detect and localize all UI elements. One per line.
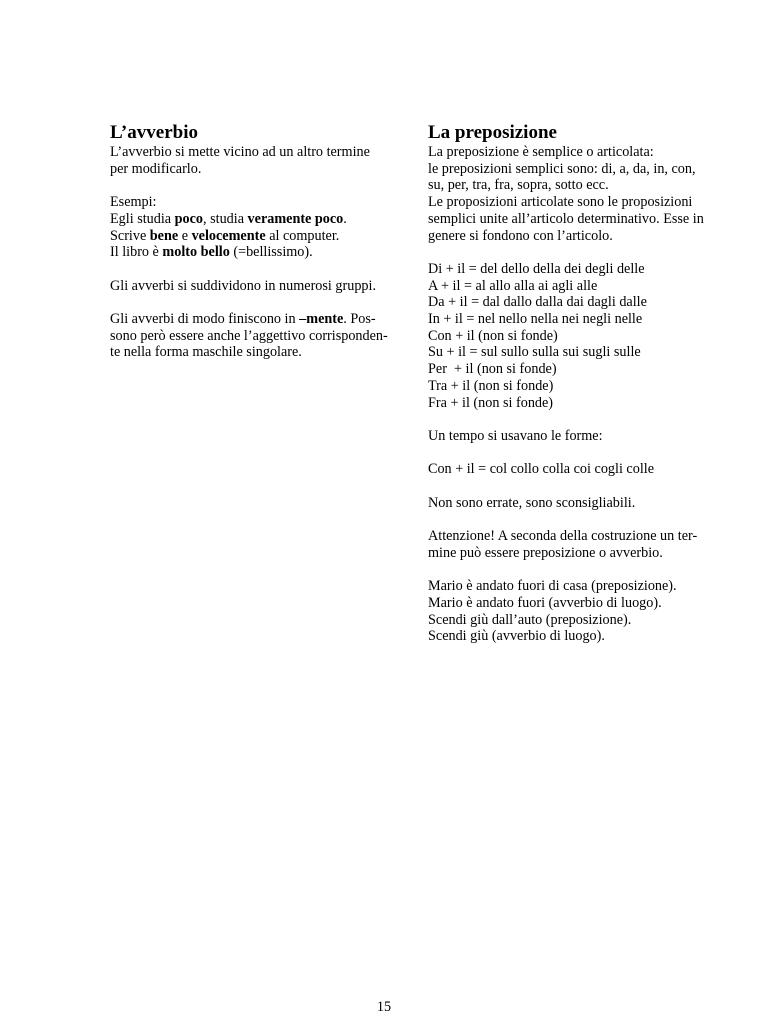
examples-label: Esempi: xyxy=(110,194,157,211)
combination-line: Di + il = del dello della dei degli delle xyxy=(428,260,645,277)
preposition-example-line: Mario è andato fuori (avverbio di luogo). xyxy=(428,594,662,611)
con-forms-line: Con + il = col collo colla coi cogli colle xyxy=(428,461,655,478)
adverb-column xyxy=(110,122,410,361)
attention-line: mine può essere preposizione o avverbio. xyxy=(428,544,663,561)
adverb-mode-line: te nella forma maschile singolare. xyxy=(110,344,302,361)
adverb-heading: L’avverbio xyxy=(110,122,198,143)
spacer xyxy=(428,511,733,528)
not-wrong-line: Non sono errate, sono sconsigliabili. xyxy=(428,494,636,511)
preposition-heading: La preposizione xyxy=(428,122,557,143)
combination-line: Per + il (non si fonde) xyxy=(428,361,557,378)
page-number: 15 xyxy=(376,999,392,1015)
example-line: Egli studia poco, studia veramente poco. xyxy=(110,210,347,227)
spacer xyxy=(110,294,410,311)
preposition-intro-line: le preposizioni semplici sono: di, a, da, in, con, xyxy=(428,160,696,177)
combination-line: Con + il (non si fonde) xyxy=(428,327,558,344)
preposition-intro-line: semplici unite all’articolo determinativo. Esse in xyxy=(428,210,704,227)
adverb-groups-line: Gli avverbi si suddividono in numerosi gruppi. xyxy=(110,277,376,294)
preposition-example-line: Scendi giù (avverbio di luogo). xyxy=(428,628,605,645)
example-line: Il libro è molto bello (=bellissimo). xyxy=(110,244,313,261)
adverb-intro-line: per modificarlo. xyxy=(110,160,202,177)
preposition-intro-line: La preposizione è semplice o articolata: xyxy=(428,144,654,160)
old-forms-line: Un tempo si usavano le forme: xyxy=(428,427,603,444)
spacer xyxy=(110,177,410,194)
adverb-mode-line: sono però essere anche l’aggettivo corrisponden- xyxy=(110,327,388,344)
preposition-example-line: Scendi giù dall’auto (preposizione). xyxy=(428,611,632,628)
combination-line: Su + il = sul sullo sulla sui sugli sulle xyxy=(428,344,641,361)
preposition-intro-line: Le proposizioni articolate sono le proposizioni xyxy=(428,194,693,211)
spacer xyxy=(428,411,733,428)
combination-line: A + il = al allo alla ai agli alle xyxy=(428,277,598,294)
spacer xyxy=(428,562,733,579)
preposition-example-line: Mario è andato fuori di casa (preposizione). xyxy=(428,578,677,595)
spacer xyxy=(428,244,733,261)
example-line: Scrive bene e velocemente al computer. xyxy=(110,227,340,244)
combination-line: Tra + il (non si fonde) xyxy=(428,377,554,394)
combination-line: Fra + il (non si fonde) xyxy=(428,394,554,411)
preposition-intro-line: su, per, tra, fra, sopra, sotto ecc. xyxy=(428,177,609,194)
preposition-intro-line: genere si fondono con l’articolo. xyxy=(428,227,613,244)
spacer xyxy=(110,261,410,278)
attention-line: Attenzione! A seconda della costruzione un ter- xyxy=(428,528,698,545)
combination-line: Da + il = dal dallo dalla dai dagli dalle xyxy=(428,294,647,311)
spacer xyxy=(428,478,733,495)
spacer xyxy=(428,445,733,462)
combination-line: In + il = nel nello nella nei negli nelle xyxy=(428,311,643,328)
adverb-mode-line: Gli avverbi di modo finiscono in –mente. Pos- xyxy=(110,310,376,327)
adverb-intro-line: L’avverbio si mette vicino ad un altro termine xyxy=(110,144,370,160)
preposition-column xyxy=(428,122,733,645)
